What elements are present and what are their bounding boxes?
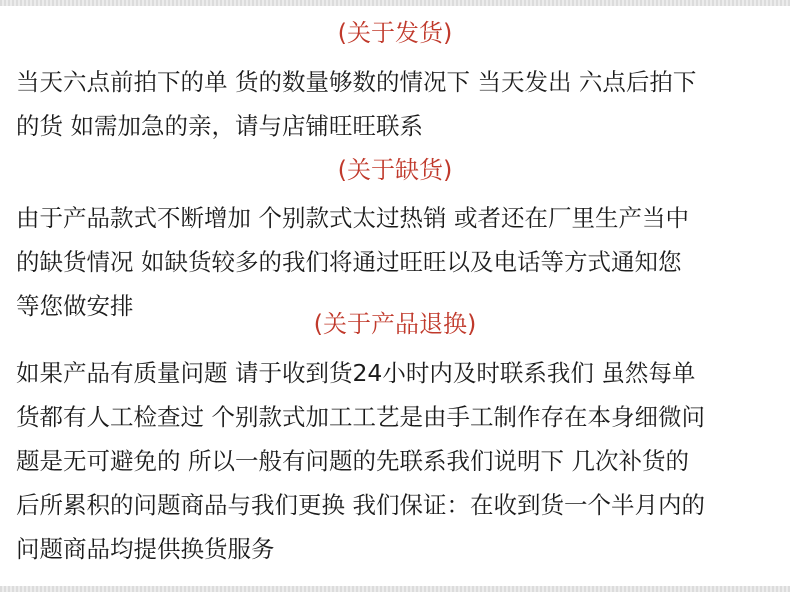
out-of-stock-text-line-1: 由于产品款式不断增加 个别款式太过热销 或者还在厂里生产当中 xyxy=(16,204,689,232)
returns-text-line-4: 后所累积的问题商品与我们更换 我们保证：在收到货一个半月内的 xyxy=(16,491,705,519)
returns-section-title: (关于产品退换) xyxy=(313,310,477,338)
out-of-stock-text-line-2: 的缺货情况 如缺货较多的我们将通过旺旺以及电话等方式通知您 xyxy=(16,248,682,276)
returns-section-text xyxy=(16,351,790,571)
returns-text-line-5: 问题商品均提供换货服务 xyxy=(16,535,275,563)
shipping-section-text xyxy=(16,60,790,148)
out-of-stock-section-title: (关于缺货) xyxy=(337,156,453,184)
shipping-text-line-2: 的货 如需加急的亲，请与店铺旺旺联系 xyxy=(16,112,423,140)
returns-text-line-1: 如果产品有质量问题 请于收到货24小时内及时联系我们 虽然每单 xyxy=(16,359,696,387)
returns-text-line-2: 货都有人工检查过 个别款式加工工艺是由手工制作存在本身细微问 xyxy=(16,403,705,431)
bottom-border-strip xyxy=(0,586,790,592)
shipping-text-line-1: 当天六点前拍下的单 货的数量够数的情况下 当天发出 六点后拍下 xyxy=(16,68,697,96)
returns-text-line-3: 题是无可避免的 所以一般有问题的先联系我们说明下 几次补货的 xyxy=(16,447,689,475)
top-border-strip xyxy=(0,0,790,6)
out-of-stock-text-line-3: 等您做安排 xyxy=(16,292,134,320)
shipping-section-title: (关于发货) xyxy=(337,19,453,47)
